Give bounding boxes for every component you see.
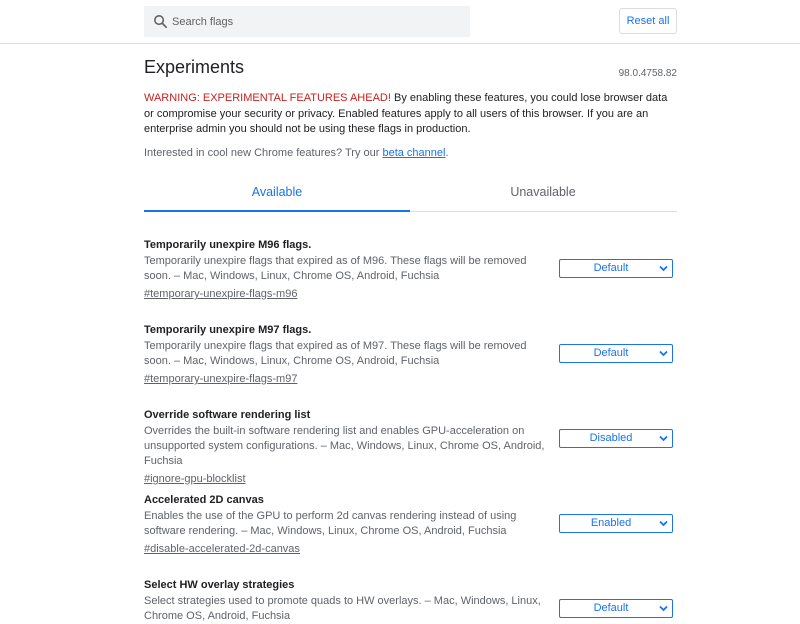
warning-message xyxy=(144,91,674,138)
flag-state-select[interactable] xyxy=(559,259,673,278)
flag-state-select[interactable] xyxy=(559,514,673,533)
flag-title: Select HW overlay strategies xyxy=(144,579,295,591)
tab-bar xyxy=(144,176,677,212)
flag-anchor-link[interactable]: #temporary-unexpire-flags-m96 xyxy=(144,288,298,300)
chevron-down-icon xyxy=(659,350,668,357)
beta-channel-link[interactable]: beta channel xyxy=(382,147,446,159)
top-toolbar xyxy=(0,0,800,44)
flag-description: Select strategies used to promote quads to HW overlays. – Mac, Windows, Linux, Chrome OS, Android, Fuchsia xyxy=(144,595,541,622)
chevron-down-icon xyxy=(659,435,668,442)
flag-state-select[interactable] xyxy=(559,344,673,363)
select-value: Default xyxy=(593,347,629,359)
search-box[interactable] xyxy=(144,6,470,37)
search-input[interactable] xyxy=(172,6,462,37)
flag-state-select[interactable] xyxy=(559,429,673,448)
search-icon xyxy=(152,13,169,30)
chevron-down-icon xyxy=(659,520,668,527)
flag-item-unexpire-m97 xyxy=(144,323,677,387)
warning-emphasis: WARNING: EXPERIMENTAL FEATURES AHEAD! xyxy=(144,92,391,104)
flag-item-accelerated-2d-canvas xyxy=(144,493,677,557)
version-number: 98.0.4758.82 xyxy=(618,68,677,79)
promo-suffix: . xyxy=(445,147,449,159)
flag-title: Temporarily unexpire M97 flags. xyxy=(144,324,312,336)
flag-description: Enables the use of the GPU to perform 2d canvas rendering instead of using software rendering. – Mac, Windows, Linux, Chrome OS, Android, Fuchsia xyxy=(144,510,517,537)
flag-anchor-link[interactable]: #temporary-unexpire-flags-m97 xyxy=(144,373,298,385)
promo-text: Interested in cool new Chrome features? Try our xyxy=(144,147,383,159)
flag-anchor-link[interactable]: #ignore-gpu-blocklist xyxy=(144,473,246,485)
select-value: Enabled xyxy=(590,517,632,529)
select-value: Disabled xyxy=(589,432,633,444)
flag-title: Override software rendering list xyxy=(144,409,311,421)
page-title: Experiments xyxy=(144,57,245,77)
flag-description: Temporarily unexpire flags that expired as of M97. These flags will be removed soon. – Mac, Windows, Linux, Chrome OS, Android, Fuchsia xyxy=(144,340,527,367)
flag-item-ignore-gpu-blocklist xyxy=(144,408,677,487)
select-value: Default xyxy=(593,602,629,614)
chevron-down-icon xyxy=(659,265,668,272)
flag-title: Temporarily unexpire M96 flags. xyxy=(144,239,312,251)
select-value: Default xyxy=(593,262,629,274)
flag-state-select[interactable] xyxy=(559,599,673,618)
beta-channel-promo xyxy=(144,147,449,159)
warning-body: By enabling these features, you could lose browser data or compromise your security or privacy. Enabled features apply to all users of this browser. If you are an enterprise admin you should not be using these flags in production. xyxy=(144,92,668,135)
flag-item-unexpire-m96 xyxy=(144,238,677,302)
reset-all-button[interactable]: Reset all xyxy=(619,8,677,34)
flag-description: Overrides the built-in software rendering list and enables GPU-acceleration on unsupported system configurations. – Mac, Windows, Linux, Chrome OS, Android, Fuchsia xyxy=(144,425,545,467)
tab-unavailable[interactable]: Unavailable xyxy=(510,185,576,199)
tab-available[interactable]: Available xyxy=(144,176,410,212)
flag-description: Temporarily unexpire flags that expired as of M96. These flags will be removed soon. – Mac, Windows, Linux, Chrome OS, Android, Fuchsia xyxy=(144,255,527,282)
flag-anchor-link[interactable]: #disable-accelerated-2d-canvas xyxy=(144,543,300,555)
flag-item-hw-overlay-strategies xyxy=(144,578,677,624)
flag-title: Accelerated 2D canvas xyxy=(144,494,264,506)
